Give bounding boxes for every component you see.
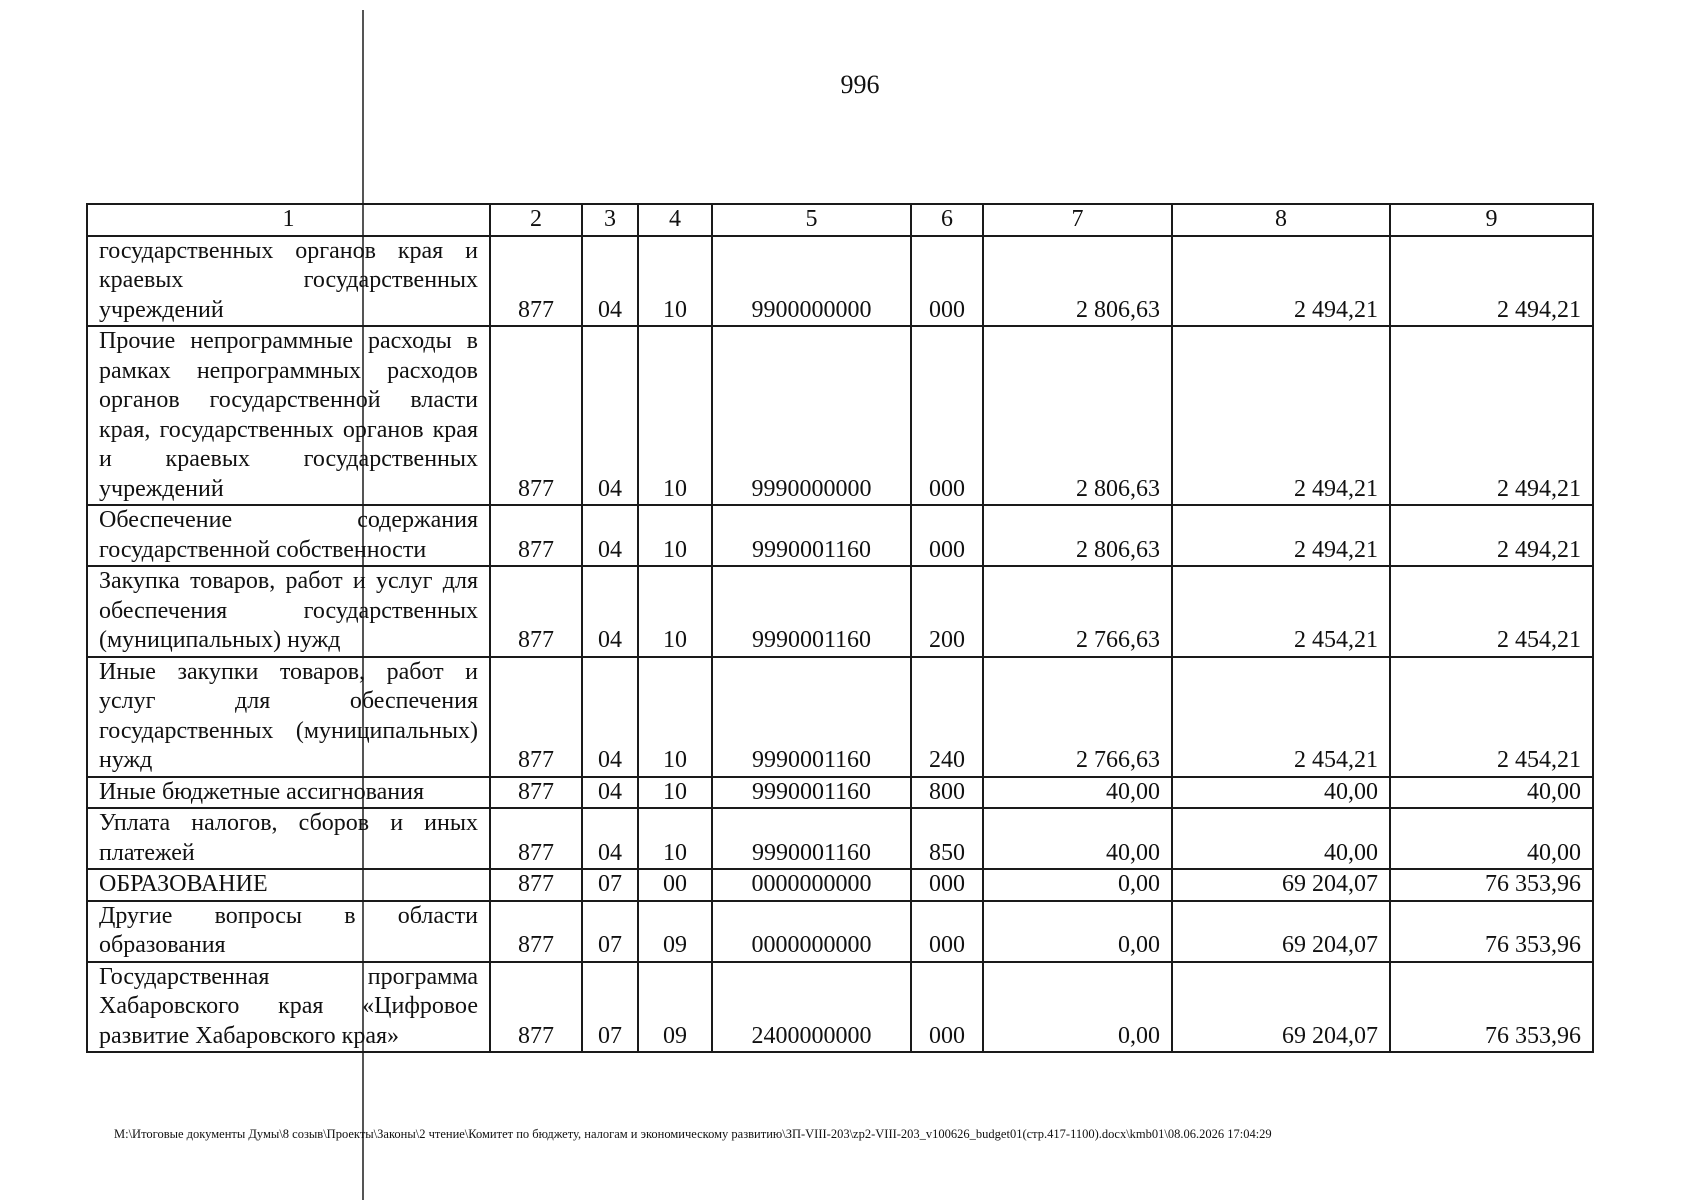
budget-table (86, 203, 1594, 1053)
row-value-cell: 10 (638, 236, 712, 327)
row-value-cell: 240 (911, 657, 983, 777)
row-value-cell: 76 353,96 (1390, 901, 1593, 962)
row-value-cell: 0000000000 (712, 901, 911, 962)
row-value-cell: 2 806,63 (983, 236, 1172, 327)
row-value-cell: 000 (911, 236, 983, 327)
row-value-cell: 04 (582, 808, 638, 869)
row-value-cell: 09 (638, 962, 712, 1053)
row-value-cell: 9990000000 (712, 326, 911, 505)
row-value-cell: 200 (911, 566, 983, 657)
table-row (87, 326, 1593, 505)
row-value-cell: 2 806,63 (983, 326, 1172, 505)
row-value-cell: 76 353,96 (1390, 962, 1593, 1053)
header-cell: 7 (983, 204, 1172, 236)
table-row (87, 657, 1593, 777)
table-header-row (87, 204, 1593, 236)
row-value-cell: 69 204,07 (1172, 962, 1390, 1053)
row-value-cell: 877 (490, 657, 582, 777)
page-number: 996 (840, 70, 880, 99)
header-cell: 1 (87, 204, 490, 236)
row-value-cell: 9990001160 (712, 566, 911, 657)
row-value-cell: 877 (490, 777, 582, 809)
row-name-cell: Государственная программа Хабаровского края «Цифровое развитие Хабаровского края» (87, 962, 490, 1053)
row-value-cell: 0000000000 (712, 869, 911, 901)
header-cell: 3 (582, 204, 638, 236)
row-value-cell: 0,00 (983, 901, 1172, 962)
row-name-cell: Закупка товаров, работ и услуг для обеспечения государственных (муниципальных) нужд (87, 566, 490, 657)
row-value-cell: 04 (582, 326, 638, 505)
row-value-cell: 2 494,21 (1390, 326, 1593, 505)
row-value-cell: 2 494,21 (1172, 505, 1390, 566)
row-value-cell: 2 454,21 (1390, 657, 1593, 777)
row-value-cell: 9900000000 (712, 236, 911, 327)
row-name-cell: Обеспечение содержания государственной собственности (87, 505, 490, 566)
header-cell: 6 (911, 204, 983, 236)
row-value-cell: 40,00 (983, 808, 1172, 869)
row-value-cell: 04 (582, 236, 638, 327)
row-value-cell: 10 (638, 777, 712, 809)
row-name-cell: государственных органов края и краевых государственных учреждений (87, 236, 490, 327)
row-value-cell: 07 (582, 869, 638, 901)
row-value-cell: 000 (911, 869, 983, 901)
row-name-cell: Уплата налогов, сборов и иных платежей (87, 808, 490, 869)
row-value-cell: 04 (582, 657, 638, 777)
row-value-cell: 877 (490, 869, 582, 901)
row-value-cell: 40,00 (1390, 777, 1593, 809)
row-value-cell: 0,00 (983, 962, 1172, 1053)
row-value-cell: 69 204,07 (1172, 901, 1390, 962)
table-row (87, 777, 1593, 809)
table-row (87, 901, 1593, 962)
row-value-cell: 2 454,21 (1172, 657, 1390, 777)
row-value-cell: 69 204,07 (1172, 869, 1390, 901)
header-cell: 9 (1390, 204, 1593, 236)
table-row (87, 236, 1593, 327)
row-name-cell: Иные бюджетные ассигнования (87, 777, 490, 809)
row-value-cell: 09 (638, 901, 712, 962)
row-value-cell: 40,00 (1172, 777, 1390, 809)
row-value-cell: 07 (582, 962, 638, 1053)
row-value-cell: 2 454,21 (1390, 566, 1593, 657)
row-name-cell: Другие вопросы в области образования (87, 901, 490, 962)
table-row (87, 566, 1593, 657)
row-name-cell: Прочие непрограммные расходы в рамках непрограммных расходов органов государственной власти края, государственных органов края и краевых государственных учреждений (87, 326, 490, 505)
table-row (87, 869, 1593, 901)
row-value-cell: 2 494,21 (1172, 326, 1390, 505)
row-value-cell: 40,00 (1172, 808, 1390, 869)
row-value-cell: 2 806,63 (983, 505, 1172, 566)
header-cell: 5 (712, 204, 911, 236)
row-value-cell: 877 (490, 505, 582, 566)
row-value-cell: 40,00 (1390, 808, 1593, 869)
row-value-cell: 76 353,96 (1390, 869, 1593, 901)
row-value-cell: 9990001160 (712, 505, 911, 566)
row-value-cell: 000 (911, 901, 983, 962)
row-value-cell: 10 (638, 505, 712, 566)
row-value-cell: 2 494,21 (1390, 505, 1593, 566)
row-value-cell: 04 (582, 777, 638, 809)
row-name-cell: Иные закупки товаров, работ и услуг для обеспечения государственных (муниципальных) нужд (87, 657, 490, 777)
row-value-cell: 04 (582, 566, 638, 657)
row-value-cell: 850 (911, 808, 983, 869)
row-value-cell: 2 766,63 (983, 566, 1172, 657)
row-value-cell: 2400000000 (712, 962, 911, 1053)
row-value-cell: 877 (490, 808, 582, 869)
row-value-cell: 10 (638, 657, 712, 777)
row-value-cell: 000 (911, 505, 983, 566)
row-value-cell: 877 (490, 566, 582, 657)
row-value-cell: 10 (638, 808, 712, 869)
row-value-cell: 10 (638, 326, 712, 505)
row-value-cell: 877 (490, 326, 582, 505)
row-value-cell: 877 (490, 236, 582, 327)
row-value-cell: 800 (911, 777, 983, 809)
row-value-cell: 10 (638, 566, 712, 657)
row-value-cell: 40,00 (983, 777, 1172, 809)
header-cell: 8 (1172, 204, 1390, 236)
row-value-cell: 2 494,21 (1390, 236, 1593, 327)
header-cell: 4 (638, 204, 712, 236)
header-cell: 2 (490, 204, 582, 236)
row-value-cell: 000 (911, 962, 983, 1053)
table-row (87, 962, 1593, 1053)
row-value-cell: 9990001160 (712, 657, 911, 777)
table-row (87, 505, 1593, 566)
row-value-cell: 2 454,21 (1172, 566, 1390, 657)
document-path-footer: M:\Итоговые документы Думы\8 созыв\Проекты\Законы\2 чтение\Комитет по бюджету, налогам и экономическому развитию\ЗП-VIII-203\zp2-VIII-203_v100626_budget01(стр.417-1100).docx\kmb01\08.06.2026 17:04:29 (114, 1127, 1272, 1141)
row-value-cell: 2 494,21 (1172, 236, 1390, 327)
table-row (87, 808, 1593, 869)
row-value-cell: 07 (582, 901, 638, 962)
row-value-cell: 000 (911, 326, 983, 505)
row-value-cell: 9990001160 (712, 777, 911, 809)
row-name-cell: ОБРАЗОВАНИЕ (87, 869, 490, 901)
row-value-cell: 877 (490, 962, 582, 1053)
row-value-cell: 0,00 (983, 869, 1172, 901)
row-value-cell: 877 (490, 901, 582, 962)
row-value-cell: 04 (582, 505, 638, 566)
row-value-cell: 9990001160 (712, 808, 911, 869)
row-value-cell: 2 766,63 (983, 657, 1172, 777)
row-value-cell: 00 (638, 869, 712, 901)
